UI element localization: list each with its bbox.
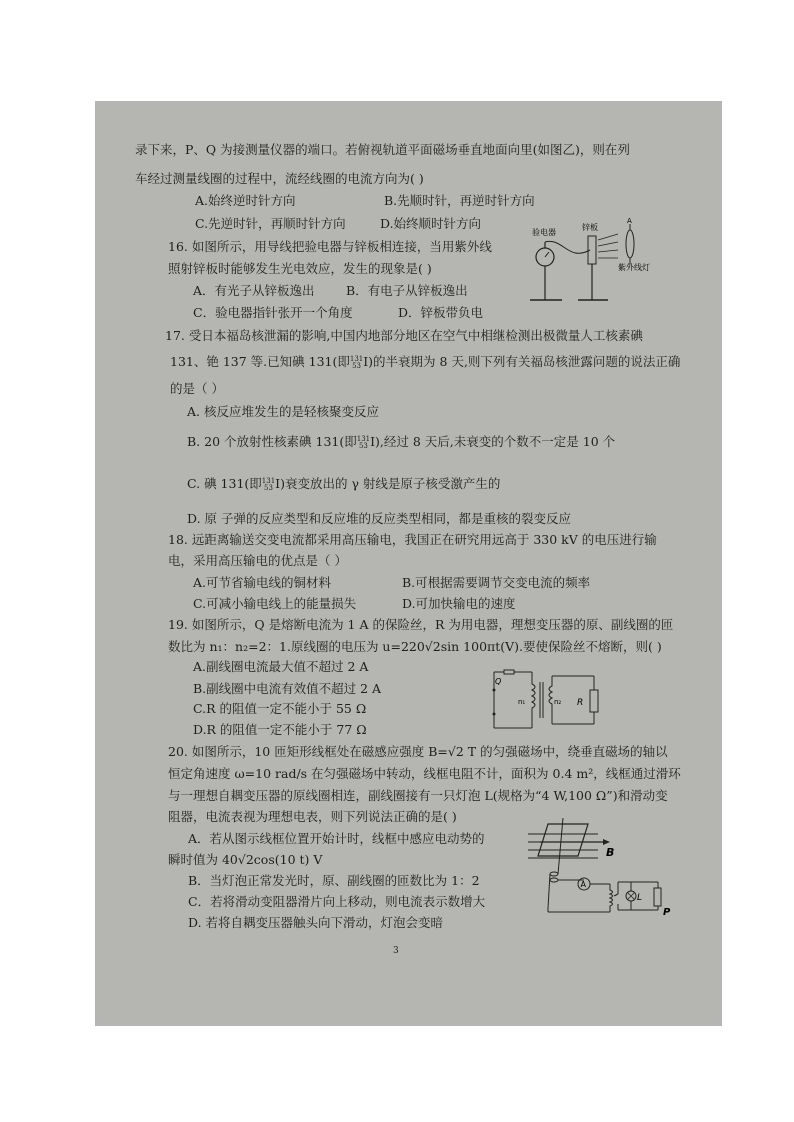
q20-line-2: 恒定角速度 ω=10 rad/s 在匀强磁场中转动，线框电阻不计，面积为 0.4 m²，线框通过滑环 bbox=[168, 766, 681, 781]
zinc-plate-label: 锌板 bbox=[582, 223, 598, 232]
q20-line-3: 与一理想自耦变压器的原线圈相连，副线圈接有一只灯泡 L(规格为“4 W,100 Ω”)和滑动变 bbox=[168, 788, 668, 803]
n1-label: n₁ bbox=[518, 698, 526, 706]
q17-option-c: C. 碘 131(即131 53 I)衰变放出的 γ 射线是原子核受激产生的 bbox=[187, 476, 501, 492]
resistor-r-icon bbox=[590, 690, 598, 712]
transformer-figure bbox=[490, 664, 602, 734]
q18-line-2: 电，采用高压输电的优点是（ ） bbox=[168, 553, 347, 568]
field-b-label: B bbox=[606, 846, 615, 859]
q19-option-a: A.副线圈电流最大值不超过 2 A bbox=[193, 659, 369, 674]
uv-lamp-icon bbox=[626, 230, 634, 258]
q16-option-a: A．有光子从锌板逸出 bbox=[193, 283, 315, 298]
q17-line-3: 的是（ ） bbox=[170, 381, 224, 396]
photoelectric-figure bbox=[518, 212, 680, 308]
q19-line-1: 19. 如图所示，Q 是熔断电流为 1 A 的保险丝，R 为用电器，理想变压器的原、副线圈的匝 bbox=[168, 617, 674, 632]
q19-line-2: 数比为 n₁：n₂=2：1.原线圈的电压为 u=220√2sin 100πt(V).要使保险丝不熔断，则( ) bbox=[168, 639, 662, 654]
coil-frame-icon bbox=[538, 824, 588, 856]
q15-line-2: 车经过测量线圈的过程中，流经线圈的电流方向为( ) bbox=[135, 171, 424, 186]
q17-option-b: B. 20 个放射性核素碘 131(即131 53 I),经过 8 天后,未衰变的个数不一定是 10 个 bbox=[187, 434, 616, 450]
q18-option-d: D.可加快输电的速度 bbox=[402, 596, 516, 611]
q15-option-d: D.始终顺时针方向 bbox=[380, 216, 482, 231]
q15-line-1: 录下来，P、Q 为接测量仪器的端口。若俯视轨道平面磁场垂直地面向里(如图乙)，则在列 bbox=[135, 142, 630, 157]
fuse-q-icon bbox=[504, 670, 514, 674]
primary-coil-icon bbox=[532, 672, 535, 728]
q16-option-d: D．锌板带负电 bbox=[398, 305, 484, 320]
q16-option-c: C．验电器指针张开一个角度 bbox=[193, 305, 353, 320]
slip-ring-icon bbox=[550, 872, 558, 876]
q20-line-1: 20. 如图所示，10 匝矩形线框处在磁感应强度 B=√2 T 的匀强磁场中，绕垂直磁场的轴以 bbox=[168, 744, 668, 759]
q17-option-a: A. 核反应堆发生的是轻核聚变反应 bbox=[187, 404, 379, 419]
q16-option-b: B．有电子从锌板逸出 bbox=[346, 283, 468, 298]
n2-label: n₂ bbox=[554, 698, 562, 706]
generator-figure bbox=[518, 816, 678, 924]
q18-option-c: C.可减小输电线上的能量损失 bbox=[193, 596, 357, 611]
uv-lamp-label: 紫外线灯 bbox=[618, 263, 650, 272]
fuse-q-label: Q bbox=[495, 677, 502, 686]
q18-option-a: A.可节省输电线的铜材料 bbox=[193, 575, 332, 590]
rheostat-icon bbox=[654, 888, 661, 906]
q15-option-c: C.先逆时针，再顺时针方向 bbox=[195, 216, 346, 231]
q18-line-1: 18. 远距离输送交变电流都采用高压输电，我国正在研究用远高于 330 kV 的电压进行输 bbox=[168, 532, 657, 547]
page-number: 3 bbox=[393, 946, 399, 956]
q19-option-c: C.R 的阻值一定不能小于 55 Ω bbox=[193, 701, 367, 716]
q20-option-b: B．当灯泡正常发光时，原、副线圈的匝数比为 1：2 bbox=[188, 873, 480, 888]
q17-line-1: 17. 受日本福岛核泄漏的影响,中国内地部分地区在空气中相继检测出极微量人工核素碘 bbox=[165, 328, 643, 343]
rheostat-p-label: P bbox=[663, 907, 671, 918]
electroscope-label: 验电器 bbox=[532, 228, 556, 237]
autotransformer-icon bbox=[610, 884, 613, 912]
q19-option-d: D.R 的阻值一定不能小于 77 Ω bbox=[193, 722, 367, 737]
ammeter-label: A bbox=[580, 880, 586, 889]
q19-option-b: B.副线圈中电流有效值不超过 2 A bbox=[193, 681, 382, 696]
q15-option-b: B.先顺时针，再逆时针方向 bbox=[384, 193, 535, 208]
q17-line-2: 131、铯 137 等.已知碘 131(即131 53 I)的半衰期为 8 天,则下列有关福岛核泄露问题的说法正确 bbox=[170, 354, 681, 370]
q16-line-2: 照射锌板时能够发生光电效应，发生的现象是( ) bbox=[168, 261, 432, 276]
resistor-r-label: R bbox=[577, 698, 584, 708]
secondary-coil-icon bbox=[549, 676, 552, 724]
lamp-l-label: L bbox=[637, 893, 643, 903]
q16-line-1: 16. 如图所示，用导线把验电器与锌板相连接，当用紫外线 bbox=[168, 239, 492, 254]
q20-option-a-line-2: 瞬时值为 40√2cos(10 t) V bbox=[168, 852, 323, 867]
q20-line-4: 阻器，电流表视为理想电表，则下列说法正确的是( ) bbox=[168, 809, 457, 824]
q17-option-d: D. 原 子弹的反应类型和反应堆的反应类型相同，都是重核的裂变反应 bbox=[187, 511, 571, 526]
lamp-a-label: A bbox=[627, 217, 632, 225]
q20-option-a-line-1: A．若从图示线框位置开始计时，线框中感应电动势的 bbox=[188, 831, 485, 846]
q18-option-b: B.可根据需要调节交变电流的频率 bbox=[402, 575, 591, 590]
q20-option-d: D. 若将自耦变压器触头向下滑动，灯泡会变暗 bbox=[188, 915, 444, 930]
q15-option-a: A.始终逆时针方向 bbox=[195, 193, 296, 208]
q20-option-c: C．若将滑动变阻器滑片向上移动，则电流表示数增大 bbox=[188, 894, 486, 909]
